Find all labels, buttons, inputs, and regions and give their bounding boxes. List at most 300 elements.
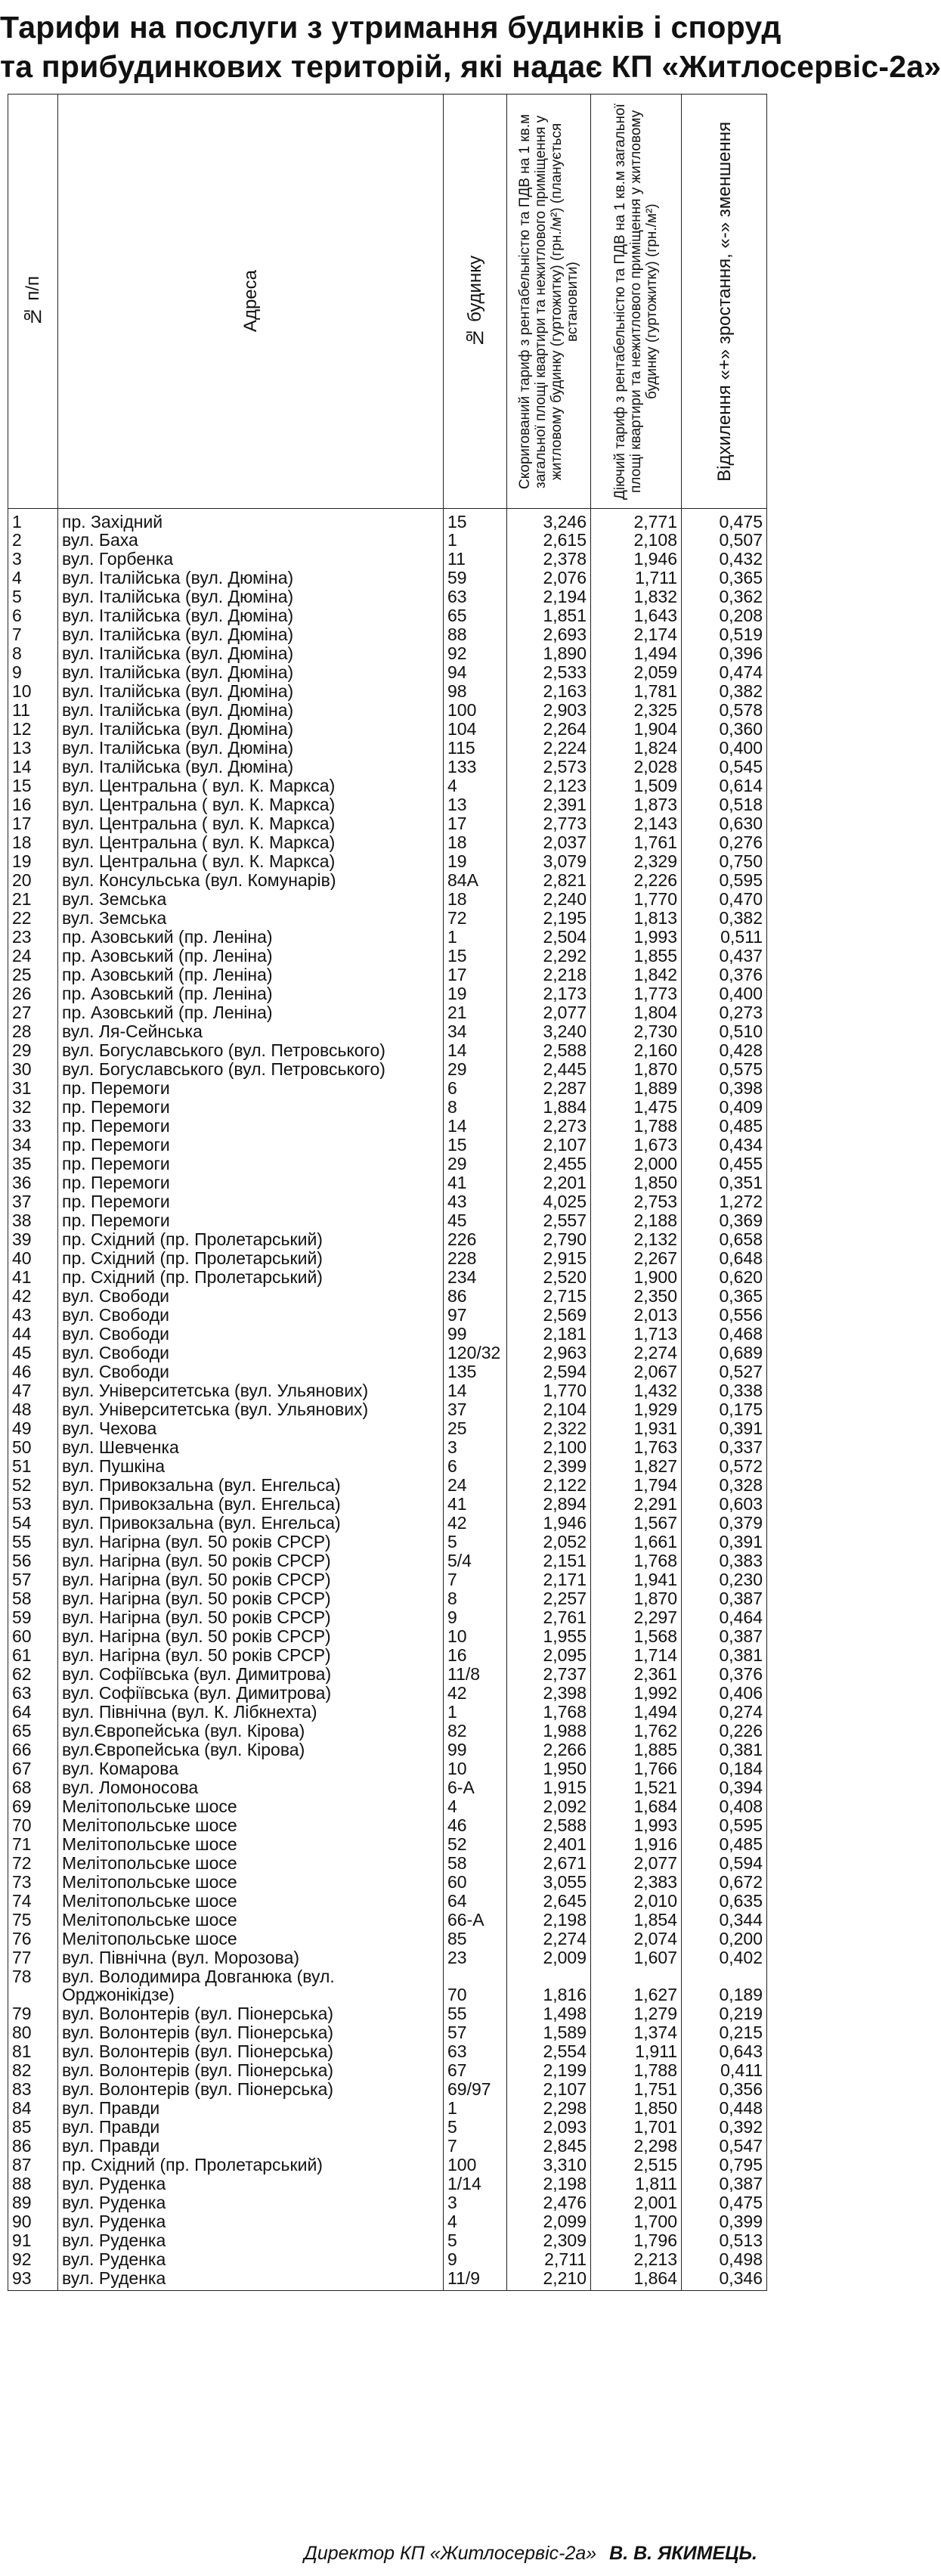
row-number: 87 <box>8 2155 58 2174</box>
table-row <box>8 1456 767 1475</box>
row-deviation: 0,396 <box>682 643 767 662</box>
row-building: 25 <box>444 1418 507 1437</box>
row-current-tariff: 2,000 <box>591 1154 682 1173</box>
row-deviation: 0,408 <box>682 1796 767 1815</box>
row-deviation: 0,474 <box>682 662 767 681</box>
row-address: пр. Перемоги <box>58 1154 444 1173</box>
table-row <box>8 1759 767 1778</box>
row-current-tariff: 2,213 <box>591 2249 682 2268</box>
row-address: вул. Центральна ( вул. К. Маркса) <box>58 832 444 851</box>
row-current-tariff: 1,916 <box>591 1834 682 1853</box>
row-current-tariff: 1,904 <box>591 719 682 738</box>
row-current-tariff: 1,855 <box>591 946 682 965</box>
table-row <box>8 2098 767 2117</box>
row-deviation: 0,360 <box>682 719 767 738</box>
row-new-tariff: 1,589 <box>507 2023 591 2041</box>
row-number: 29 <box>8 1040 58 1059</box>
row-deviation: 0,351 <box>682 1173 767 1192</box>
row-new-tariff: 1,770 <box>507 1381 591 1400</box>
row-current-tariff: 1,864 <box>591 2268 682 2291</box>
row-new-tariff: 2,693 <box>507 625 591 643</box>
row-deviation: 0,383 <box>682 1551 767 1570</box>
row-number: 55 <box>8 1532 58 1551</box>
row-new-tariff: 2,399 <box>507 1456 591 1475</box>
row-new-tariff: 2,199 <box>507 2060 591 2079</box>
row-building: 66-А <box>444 1910 507 1929</box>
row-building: 6-А <box>444 1778 507 1796</box>
signature-name: В. В. ЯКИМЕЦЬ. <box>609 2543 757 2564</box>
row-building: 4 <box>444 776 507 795</box>
row-current-tariff: 2,753 <box>591 1192 682 1211</box>
row-building: 98 <box>444 681 507 700</box>
row-deviation: 0,527 <box>682 1362 767 1381</box>
row-new-tariff: 2,737 <box>507 1664 591 1683</box>
row-current-tariff: 2,001 <box>591 2193 682 2212</box>
row-new-tariff: 1,950 <box>507 1759 591 1778</box>
row-building: 11 <box>444 549 507 568</box>
header-building: № будинку <box>444 95 507 509</box>
row-deviation: 0,175 <box>682 1400 767 1418</box>
row-building: 1/14 <box>444 2174 507 2193</box>
row-current-tariff: 1,850 <box>591 2098 682 2117</box>
signature <box>304 2543 757 2565</box>
row-address: вул. Земська <box>58 908 444 927</box>
row-building: 52 <box>444 1834 507 1853</box>
table-row <box>8 2023 767 2041</box>
row-deviation: 0,437 <box>682 946 767 965</box>
row-building: 45 <box>444 1211 507 1229</box>
row-deviation: 1,272 <box>682 1192 767 1211</box>
row-new-tariff: 2,240 <box>507 889 591 908</box>
row-address: Мелітопольське шосе <box>58 1872 444 1891</box>
row-address: Мелітопольське шосе <box>58 1815 444 1834</box>
table-row <box>8 1059 767 1078</box>
table-row <box>8 1872 767 1891</box>
row-new-tariff: 2,274 <box>507 1929 591 1948</box>
table-row <box>8 568 767 587</box>
row-new-tariff: 2,099 <box>507 2212 591 2230</box>
table-row <box>8 681 767 700</box>
table-row <box>8 965 767 984</box>
table-row <box>8 1910 767 1929</box>
table-row <box>8 1475 767 1494</box>
row-address: пр. Західний <box>58 509 444 531</box>
row-deviation: 0,409 <box>682 1097 767 1116</box>
header-current-tariff: Діючий тариф з рентабельністю та ПДВ на 1 кв.м загальної площі квартири та нежитлового приміщення у житловому будинку (гуртожитку) (грн./м²) <box>591 95 682 509</box>
row-number: 76 <box>8 1929 58 1948</box>
row-current-tariff: 1,842 <box>591 965 682 984</box>
table-row <box>8 1532 767 1551</box>
table-row <box>8 1513 767 1532</box>
row-address: вул. Північна (вул. Морозова) <box>58 1948 444 1967</box>
row-number: 23 <box>8 927 58 946</box>
row-current-tariff: 1,494 <box>591 1702 682 1721</box>
row-address: вул. Горбенка <box>58 549 444 568</box>
row-new-tariff: 2,163 <box>507 681 591 700</box>
row-address: вул. Софіївська (вул. Димитрова) <box>58 1664 444 1683</box>
table-row <box>8 662 767 681</box>
row-address: вул. Богуславського (вул. Петровського) <box>58 1040 444 1059</box>
table-row <box>8 1551 767 1570</box>
row-address: вул. Свободи <box>58 1362 444 1381</box>
title-line-2: та прибудинкових територій, які надає КП «Житлосервіс-2а» <box>0 49 941 84</box>
row-number: 70 <box>8 1815 58 1834</box>
row-building: 42 <box>444 1683 507 1702</box>
row-deviation: 0,572 <box>682 1456 767 1475</box>
table-row <box>8 509 767 531</box>
row-deviation: 0,200 <box>682 1929 767 1948</box>
row-address: вул. Італійська (вул. Дюміна) <box>58 625 444 643</box>
row-new-tariff: 2,198 <box>507 1910 591 1929</box>
row-current-tariff: 1,931 <box>591 1418 682 1437</box>
row-building: 10 <box>444 1759 507 1778</box>
table-row <box>8 549 767 568</box>
row-address: вул. Центральна ( вул. К. Маркса) <box>58 814 444 832</box>
row-building: 4 <box>444 1796 507 1815</box>
row-building: 4 <box>444 2212 507 2230</box>
row-building: 5/4 <box>444 1551 507 1570</box>
row-deviation: 0,485 <box>682 1116 767 1135</box>
row-building: 46 <box>444 1815 507 1834</box>
row-building: 41 <box>444 1173 507 1192</box>
row-current-tariff: 2,160 <box>591 1040 682 1059</box>
row-deviation: 0,510 <box>682 1021 767 1040</box>
row-new-tariff: 2,201 <box>507 1173 591 1192</box>
row-address: вул. Нагірна (вул. 50 років СРСР) <box>58 1607 444 1626</box>
row-address: вул. Італійська (вул. Дюміна) <box>58 757 444 776</box>
title-line-1: Тарифи на послуги з утримання будинків і споруд <box>0 10 782 45</box>
row-address: вул. Руденка <box>58 2193 444 2212</box>
row-deviation: 0,795 <box>682 2155 767 2174</box>
row-current-tariff: 1,811 <box>591 2174 682 2193</box>
row-address: пр. Східний (пр. Пролетарський) <box>58 2155 444 2174</box>
table-row <box>8 1778 767 1796</box>
row-building: 8 <box>444 1589 507 1607</box>
row-deviation: 0,391 <box>682 1418 767 1437</box>
row-address: вул. Руденка <box>58 2268 444 2291</box>
row-new-tariff: 2,273 <box>507 1116 591 1135</box>
row-current-tariff: 1,766 <box>591 1759 682 1778</box>
table-row <box>8 2060 767 2079</box>
row-building: 15 <box>444 946 507 965</box>
table-row <box>8 643 767 662</box>
row-building: 59 <box>444 568 507 587</box>
row-number: 63 <box>8 1683 58 1702</box>
row-new-tariff: 2,894 <box>507 1494 591 1513</box>
table-row <box>8 795 767 814</box>
row-building: 3 <box>444 1437 507 1456</box>
row-number: 31 <box>8 1078 58 1097</box>
row-new-tariff: 2,761 <box>507 1607 591 1626</box>
row-number: 6 <box>8 606 58 625</box>
row-address: вул.Європейська (вул. Кірова) <box>58 1740 444 1759</box>
row-deviation: 0,672 <box>682 1872 767 1891</box>
row-building: 7 <box>444 2136 507 2155</box>
row-new-tariff: 2,322 <box>507 1418 591 1437</box>
row-current-tariff: 2,174 <box>591 625 682 643</box>
row-current-tariff: 1,627 <box>591 1967 682 2004</box>
row-new-tariff: 2,615 <box>507 530 591 549</box>
row-address: вул. Університетська (вул. Ульянових) <box>58 1381 444 1400</box>
row-new-tariff: 2,401 <box>507 1834 591 1853</box>
row-number: 14 <box>8 757 58 776</box>
table-row <box>8 1400 767 1418</box>
row-current-tariff: 1,854 <box>591 1910 682 1929</box>
row-new-tariff: 2,171 <box>507 1570 591 1589</box>
row-new-tariff: 2,573 <box>507 757 591 776</box>
table-row <box>8 776 767 795</box>
row-address: пр. Перемоги <box>58 1097 444 1116</box>
row-number: 1 <box>8 509 58 531</box>
row-address: вул. Нагірна (вул. 50 років СРСР) <box>58 1532 444 1551</box>
table-row <box>8 1248 767 1267</box>
row-new-tariff: 1,955 <box>507 1626 591 1645</box>
row-address: вул.Європейська (вул. Кірова) <box>58 1721 444 1740</box>
row-new-tariff: 2,194 <box>507 587 591 606</box>
row-number: 10 <box>8 681 58 700</box>
row-deviation: 0,750 <box>682 851 767 870</box>
row-address: вул. Правди <box>58 2136 444 2155</box>
row-new-tariff: 2,264 <box>507 719 591 738</box>
row-address: вул. Ля-Сейнська <box>58 1021 444 1040</box>
row-new-tariff: 2,821 <box>507 870 591 889</box>
table-row <box>8 2249 767 2268</box>
row-current-tariff: 1,993 <box>591 927 682 946</box>
table-row <box>8 530 767 549</box>
table-row <box>8 2079 767 2098</box>
row-address: пр. Перемоги <box>58 1116 444 1135</box>
row-current-tariff: 2,077 <box>591 1853 682 1872</box>
row-number: 40 <box>8 1248 58 1267</box>
row-number: 62 <box>8 1664 58 1683</box>
row-building: 133 <box>444 757 507 776</box>
row-deviation: 0,215 <box>682 2023 767 2041</box>
row-building: 65 <box>444 606 507 625</box>
row-address: вул. Нагірна (вул. 50 років СРСР) <box>58 1589 444 1607</box>
table-row <box>8 1683 767 1702</box>
row-current-tariff: 2,188 <box>591 1211 682 1229</box>
row-new-tariff: 2,107 <box>507 2079 591 2098</box>
row-deviation: 0,391 <box>682 1532 767 1551</box>
table-row <box>8 719 767 738</box>
row-new-tariff: 2,298 <box>507 2098 591 2117</box>
row-deviation: 0,578 <box>682 700 767 719</box>
row-number: 15 <box>8 776 58 795</box>
table-row <box>8 946 767 965</box>
row-building: 11/8 <box>444 1664 507 1683</box>
table-row <box>8 889 767 908</box>
row-number: 72 <box>8 1853 58 1872</box>
row-building: 55 <box>444 2004 507 2023</box>
row-new-tariff: 3,246 <box>507 509 591 531</box>
row-current-tariff: 1,700 <box>591 2212 682 2230</box>
row-building: 42 <box>444 1513 507 1532</box>
row-building: 15 <box>444 1135 507 1154</box>
row-building: 8 <box>444 1097 507 1116</box>
row-new-tariff: 2,773 <box>507 814 591 832</box>
row-deviation: 0,189 <box>682 1967 767 2004</box>
row-new-tariff: 2,504 <box>507 927 591 946</box>
row-address: вул. Чехова <box>58 1418 444 1437</box>
table-row <box>8 832 767 851</box>
row-number: 73 <box>8 1872 58 1891</box>
row-new-tariff: 2,195 <box>507 908 591 927</box>
row-new-tariff: 2,645 <box>507 1891 591 1910</box>
row-current-tariff: 2,383 <box>591 1872 682 1891</box>
row-building: 6 <box>444 1456 507 1475</box>
row-number: 81 <box>8 2041 58 2060</box>
row-number: 59 <box>8 1607 58 1626</box>
table-row <box>8 1343 767 1362</box>
row-new-tariff: 2,398 <box>507 1683 591 1702</box>
table-row <box>8 1229 767 1248</box>
row-current-tariff: 1,768 <box>591 1551 682 1570</box>
row-deviation: 0,513 <box>682 2230 767 2249</box>
row-number: 4 <box>8 568 58 587</box>
row-current-tariff: 2,325 <box>591 700 682 719</box>
row-address: вул. Привокзальна (вул. Енгельса) <box>58 1513 444 1532</box>
row-deviation: 0,392 <box>682 2117 767 2136</box>
signature-role: Директор КП «Житлосервіс-2а» <box>304 2543 597 2564</box>
row-new-tariff: 2,520 <box>507 1267 591 1286</box>
row-new-tariff: 2,963 <box>507 1343 591 1362</box>
row-building: 100 <box>444 700 507 719</box>
row-number: 21 <box>8 889 58 908</box>
table-row <box>8 2136 767 2155</box>
row-number: 92 <box>8 2249 58 2268</box>
row-number: 47 <box>8 1381 58 1400</box>
row-deviation: 0,519 <box>682 625 767 643</box>
row-address: вул. Італійська (вул. Дюміна) <box>58 606 444 625</box>
row-new-tariff: 2,266 <box>507 1740 591 1759</box>
row-address: вул. Свободи <box>58 1324 444 1343</box>
table-row <box>8 1626 767 1645</box>
row-building: 9 <box>444 1607 507 1626</box>
row-new-tariff: 2,287 <box>507 1078 591 1097</box>
row-new-tariff: 2,076 <box>507 568 591 587</box>
row-building: 67 <box>444 2060 507 2079</box>
table-row <box>8 1116 767 1135</box>
row-deviation: 0,635 <box>682 1891 767 1910</box>
row-address: пр. Азовський (пр. Леніна) <box>58 927 444 946</box>
row-number: 39 <box>8 1229 58 1248</box>
row-new-tariff: 2,790 <box>507 1229 591 1248</box>
row-current-tariff: 1,643 <box>591 606 682 625</box>
row-number: 78 <box>8 1967 58 2004</box>
row-deviation: 0,643 <box>682 2041 767 2060</box>
row-number: 37 <box>8 1192 58 1211</box>
row-address: вул. Волонтерів (вул. Піонерська) <box>58 2041 444 2060</box>
row-current-tariff: 2,010 <box>591 1891 682 1910</box>
row-building: 63 <box>444 587 507 606</box>
table-row <box>8 851 767 870</box>
row-current-tariff: 2,730 <box>591 1021 682 1040</box>
row-new-tariff: 2,093 <box>507 2117 591 2136</box>
row-deviation: 0,394 <box>682 1778 767 1796</box>
row-new-tariff: 2,569 <box>507 1305 591 1324</box>
row-deviation: 0,381 <box>682 1645 767 1664</box>
row-deviation: 0,362 <box>682 587 767 606</box>
row-building: 100 <box>444 2155 507 2174</box>
row-deviation: 0,630 <box>682 814 767 832</box>
row-deviation: 0,485 <box>682 1834 767 1853</box>
row-address: вул. Італійська (вул. Дюміна) <box>58 738 444 757</box>
row-current-tariff: 2,143 <box>591 814 682 832</box>
row-number: 26 <box>8 984 58 1003</box>
row-number: 88 <box>8 2174 58 2193</box>
row-deviation: 0,448 <box>682 2098 767 2117</box>
row-deviation: 0,337 <box>682 1437 767 1456</box>
table-row <box>8 1664 767 1683</box>
row-new-tariff: 2,123 <box>507 776 591 795</box>
row-new-tariff: 2,594 <box>507 1362 591 1381</box>
table-row <box>8 1286 767 1305</box>
row-building: 228 <box>444 1248 507 1267</box>
row-building: 70 <box>444 1967 507 2004</box>
row-address: вул. Італійська (вул. Дюміна) <box>58 643 444 662</box>
row-current-tariff: 1,804 <box>591 1003 682 1021</box>
row-building: 92 <box>444 643 507 662</box>
row-deviation: 0,376 <box>682 1664 767 1683</box>
row-address: вул. Північна (вул. К. Лібкнехта) <box>58 1702 444 1721</box>
row-current-tariff: 1,763 <box>591 1437 682 1456</box>
row-number: 65 <box>8 1721 58 1740</box>
table-row <box>8 2004 767 2023</box>
row-number: 69 <box>8 1796 58 1815</box>
row-building: 69/97 <box>444 2079 507 2098</box>
row-building: 5 <box>444 2230 507 2249</box>
row-building: 17 <box>444 814 507 832</box>
row-current-tariff: 2,067 <box>591 1362 682 1381</box>
row-address: вул. Баха <box>58 530 444 549</box>
row-new-tariff: 2,052 <box>507 1532 591 1551</box>
row-new-tariff: 2,257 <box>507 1589 591 1607</box>
row-number: 41 <box>8 1267 58 1286</box>
row-building: 63 <box>444 2041 507 2060</box>
table-row <box>8 625 767 643</box>
row-deviation: 0,434 <box>682 1135 767 1154</box>
row-current-tariff: 1,885 <box>591 1740 682 1759</box>
row-new-tariff: 2,476 <box>507 2193 591 2212</box>
row-current-tariff: 1,279 <box>591 2004 682 2023</box>
header-num: № п/п <box>8 95 58 509</box>
row-building: 43 <box>444 1192 507 1211</box>
row-current-tariff: 1,607 <box>591 1948 682 1967</box>
row-deviation: 0,402 <box>682 1948 767 1967</box>
row-address: вул. Центральна ( вул. К. Маркса) <box>58 795 444 814</box>
row-building: 41 <box>444 1494 507 1513</box>
row-building: 14 <box>444 1040 507 1059</box>
row-current-tariff: 2,074 <box>591 1929 682 1948</box>
row-current-tariff: 1,929 <box>591 1400 682 1418</box>
row-new-tariff: 2,711 <box>507 2249 591 2268</box>
row-new-tariff: 1,816 <box>507 1967 591 2004</box>
row-new-tariff: 2,218 <box>507 965 591 984</box>
row-current-tariff: 1,781 <box>591 681 682 700</box>
row-address: вул. Нагірна (вул. 50 років СРСР) <box>58 1626 444 1645</box>
row-address: вул. Італійська (вул. Дюміна) <box>58 700 444 719</box>
row-deviation: 0,595 <box>682 1815 767 1834</box>
row-deviation: 0,387 <box>682 2174 767 2193</box>
row-number: 82 <box>8 2060 58 2079</box>
row-current-tariff: 2,350 <box>591 1286 682 1305</box>
row-building: 21 <box>444 1003 507 1021</box>
table-row <box>8 1211 767 1229</box>
row-deviation: 0,356 <box>682 2079 767 2098</box>
row-deviation: 0,556 <box>682 1305 767 1324</box>
row-address: пр. Східний (пр. Пролетарський) <box>58 1229 444 1248</box>
row-number: 64 <box>8 1702 58 1721</box>
